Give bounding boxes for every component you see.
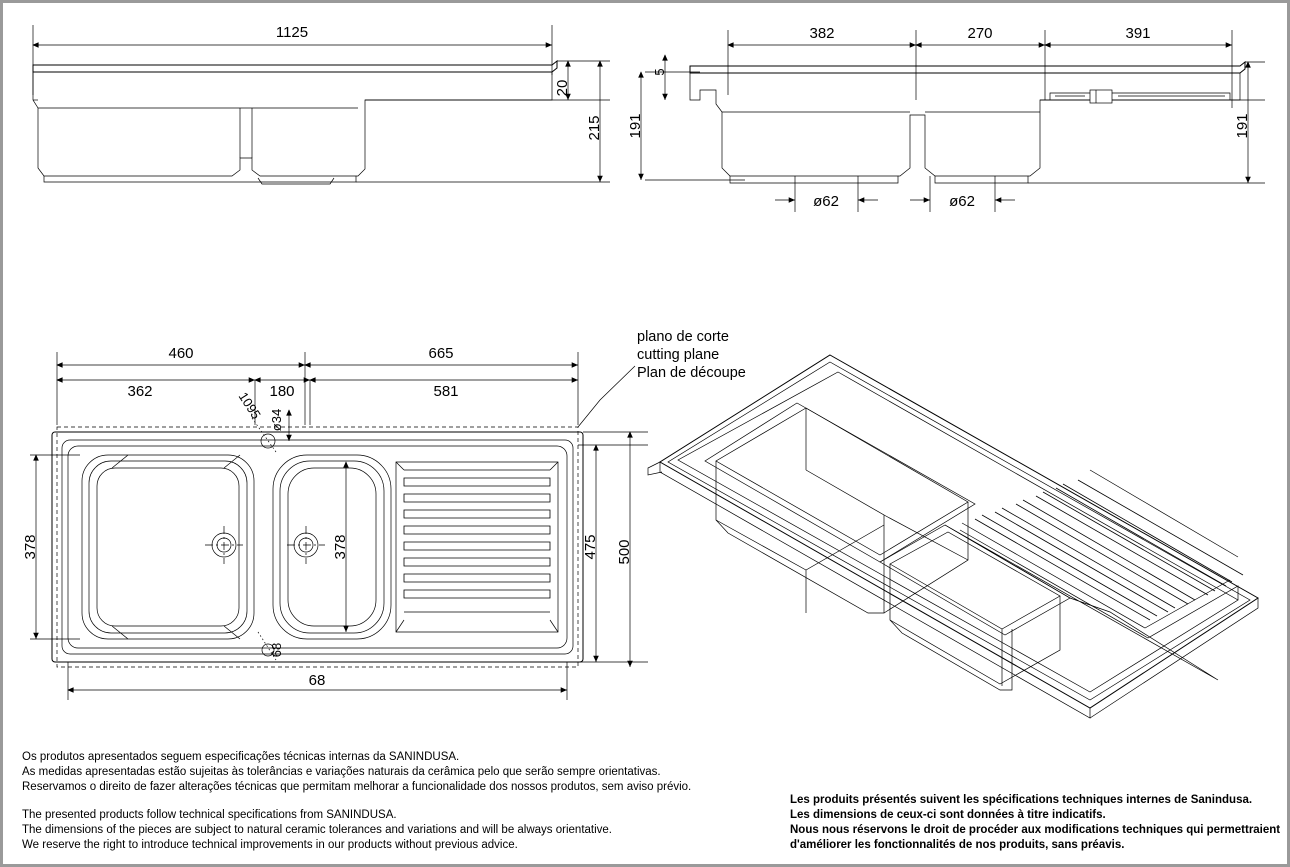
note-fr-2: Les dimensions de ceux-ci sont données à titre indicatifs.	[790, 809, 1106, 821]
dim-500: 500	[616, 539, 633, 565]
dim-191-left: 191	[627, 113, 644, 139]
dim-68-bottom: 68	[269, 642, 284, 658]
dim-1125: 1125	[275, 24, 309, 41]
dim-382: 382	[809, 25, 835, 42]
note-pt-2: As medidas apresentadas estão sujeitas às tolerâncias e variações naturais da cerâmica pelo que serão sempre orientativas.	[22, 766, 661, 778]
dim-1095: 68	[308, 672, 326, 689]
dim-d62-left: ø62	[813, 193, 839, 210]
dim-191-right: 191	[1234, 113, 1251, 139]
dim-20: 20	[554, 79, 571, 97]
note-fr-4: d'améliorer les fonctionnalités de nos produits, sans préavis.	[790, 839, 1125, 851]
dim-d34: 1095	[235, 389, 264, 422]
callout-line-pt: plano de corte	[637, 329, 729, 345]
notes-block	[22, 751, 1280, 851]
dim-460: 460	[168, 345, 194, 362]
dim-68-top: ø34	[269, 408, 284, 432]
note-fr-1: Les produits présentés suivent les spécifications techniques internes de Sanindusa.	[790, 794, 1253, 806]
view-front-elevation	[33, 24, 610, 184]
view-isometric	[648, 355, 1258, 718]
callout-line-fr: Plan de découpe	[637, 365, 746, 381]
note-en-2: The dimensions of the pieces are subject to natural ceramic tolerances and variations and will be always orientative.	[22, 824, 613, 836]
dim-215: 215	[586, 115, 603, 141]
dim-378-left: 378	[22, 534, 39, 560]
dim-180: 180	[269, 383, 295, 400]
view-plan	[22, 329, 746, 700]
dim-d62-right: ø62	[949, 193, 975, 210]
dim-5: 5	[652, 68, 667, 76]
dim-665: 665	[428, 345, 454, 362]
view-cross-section	[627, 25, 1265, 212]
note-fr-3: Nous nous réservons le droit de procéder aux modifications techniques qui permettraient	[790, 824, 1281, 836]
note-en-3: We reserve the right to introduce technical improvements in our products without previous advice.	[22, 839, 518, 851]
note-pt-1: Os produtos apresentados seguem especificações técnicas internas da SANINDUSA.	[22, 751, 460, 763]
dim-362: 362	[127, 383, 153, 400]
dim-378-inner: 378	[332, 534, 349, 560]
dim-270: 270	[967, 25, 993, 42]
dim-475: 475	[582, 534, 599, 560]
dim-391: 391	[1125, 25, 1151, 42]
note-pt-3: Reservamos o direito de fazer alterações técnicas que permitam melhorar a funcionalidade dos nossos produtos, sem aviso prévio.	[22, 781, 692, 793]
dim-581: 581	[433, 383, 459, 400]
note-en-1: The presented products follow technical specifications from SANINDUSA.	[22, 809, 397, 821]
callout-line-en: cutting plane	[637, 347, 720, 363]
